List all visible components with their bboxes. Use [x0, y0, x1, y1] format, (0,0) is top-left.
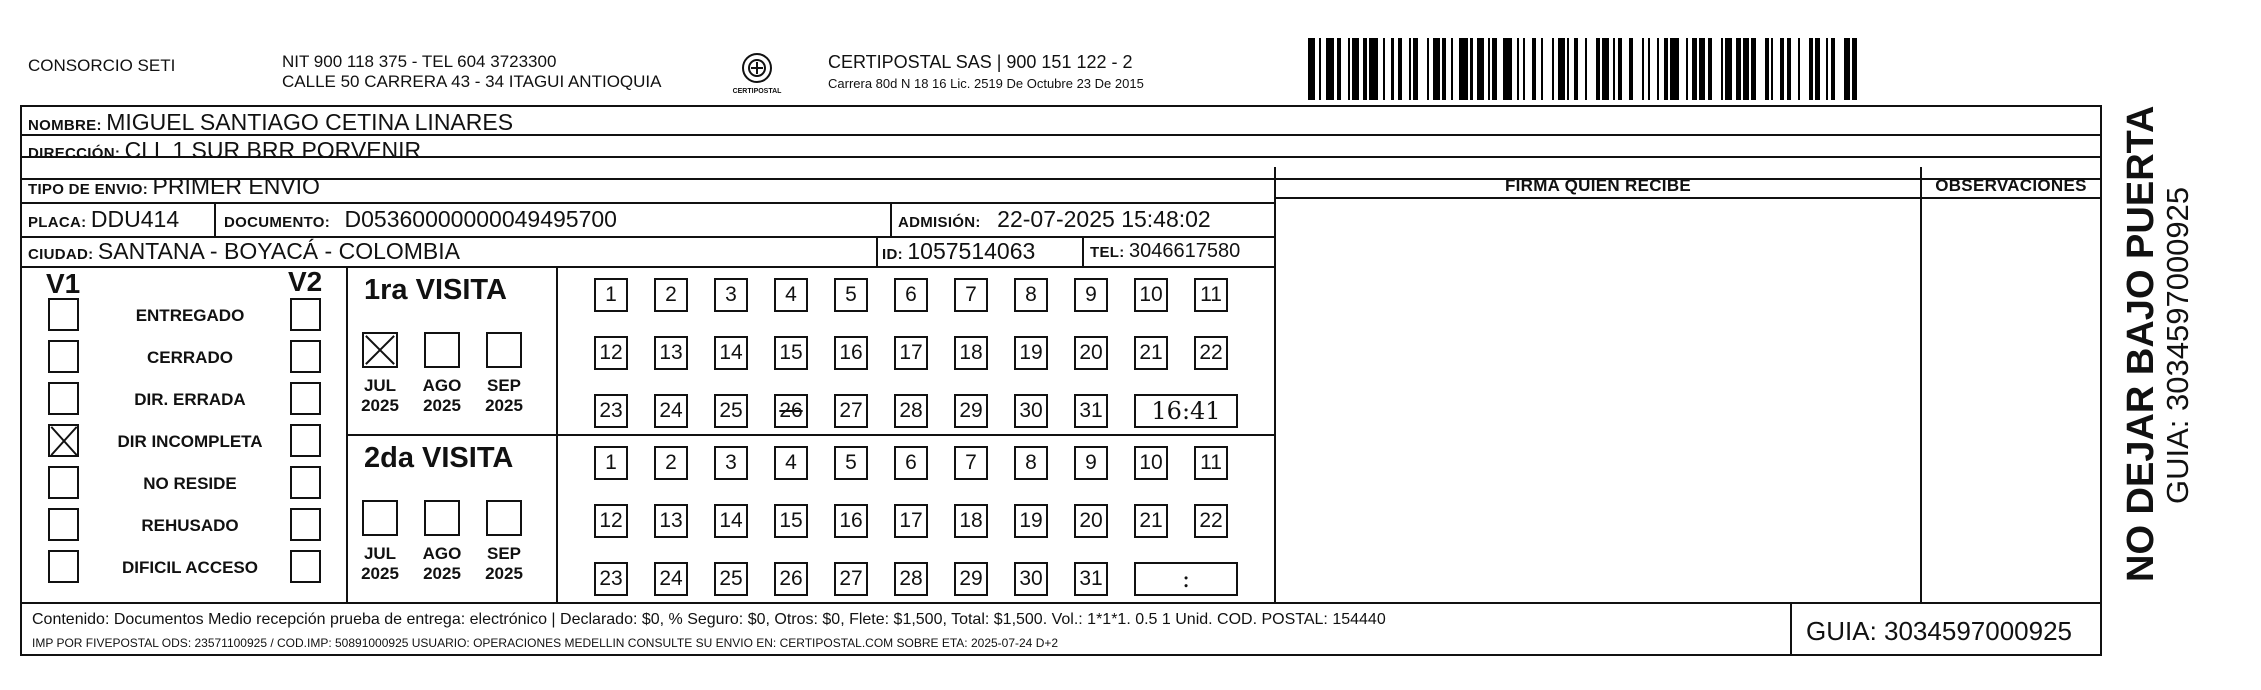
month-year: 2025: [485, 396, 523, 415]
month-name: JUL: [363, 544, 397, 563]
v1-checkbox[interactable]: [48, 424, 79, 457]
v1-checkbox[interactable]: [48, 466, 79, 499]
day-box[interactable]: 6: [894, 278, 928, 312]
status-option-label: DIFICIL ACCESO: [121, 558, 258, 577]
visit-title: 2da VISITA: [364, 442, 514, 474]
day-box[interactable]: 19: [1014, 504, 1048, 538]
day-box[interactable]: 2: [654, 278, 688, 312]
day-box[interactable]: 3: [714, 278, 748, 312]
status-option-label: NO RESIDE: [143, 474, 237, 493]
month-label: [479, 376, 529, 416]
day-box[interactable]: 23: [594, 562, 628, 596]
status-option-label: ENTREGADO: [135, 306, 245, 325]
v1-checkbox[interactable]: [48, 550, 79, 583]
day-box[interactable]: 10: [1134, 446, 1168, 480]
day-box[interactable]: 29: [954, 562, 988, 596]
status-option-label: CERRADO: [147, 348, 233, 367]
placa-value: DDU414: [90, 206, 180, 232]
day-box[interactable]: 15: [774, 336, 808, 370]
month-label: [355, 544, 405, 584]
direccion-label: DIRECCIÓN:: [28, 145, 121, 162]
direccion-row: [28, 137, 421, 164]
observaciones-label: OBSERVACIONES: [1935, 176, 2087, 195]
day-box[interactable]: 12: [594, 336, 628, 370]
license-line: Carrera 80d N 18 16 Lic. 2519 De Octubre 23 De 2015: [828, 76, 1144, 91]
tipo-label: TIPO DE ENVIO:: [28, 181, 149, 198]
ciudad-label: CIUDAD:: [28, 246, 94, 263]
month-name: AGO: [422, 376, 462, 395]
day-box[interactable]: 22: [1194, 336, 1228, 370]
month-checkbox[interactable]: [486, 500, 522, 536]
month-name: SEP: [486, 376, 522, 395]
ciudad-value: SANTANA - BOYACÁ - COLOMBIA: [97, 238, 460, 264]
day-box[interactable]: 27: [834, 562, 868, 596]
day-box[interactable]: 25: [714, 562, 748, 596]
month-checkbox[interactable]: [362, 500, 398, 536]
day-box[interactable]: 15: [774, 504, 808, 538]
month-year: 2025: [361, 396, 399, 415]
tel-label: TEL:: [1090, 244, 1125, 261]
day-box[interactable]: 22: [1194, 504, 1228, 538]
placa-label: PLACA:: [28, 214, 87, 231]
day-box[interactable]: 4: [774, 278, 808, 312]
month-checkbox[interactable]: [424, 332, 460, 368]
day-box[interactable]: 14: [714, 336, 748, 370]
month-checkbox[interactable]: [362, 332, 398, 368]
v1-checkbox[interactable]: [48, 508, 79, 541]
imp-text: IMP POR FIVEPOSTAL ODS: 23571100925 / COD.IMP: 50891000925 USUARIO: OPERACIONES MEDELLIN CONSULTE SU ENVIO EN: CERTIPOSTAL.COM SOBRE ETA: 2025-07-24 D+2: [32, 636, 1059, 650]
month-name: AGO: [422, 544, 462, 563]
day-box[interactable]: 9: [1074, 446, 1108, 480]
month-label: [417, 376, 467, 416]
certipostal-logo-icon: [726, 48, 788, 100]
month-checkbox[interactable]: [486, 332, 522, 368]
day-box[interactable]: 1: [594, 278, 628, 312]
v1-checkbox[interactable]: [48, 382, 79, 415]
tel-value: 3046617580: [1128, 240, 1241, 262]
day-box[interactable]: 13: [654, 504, 688, 538]
month-label: [355, 376, 405, 416]
id-value: 1057514063: [907, 238, 1036, 264]
day-box[interactable]: 21: [1134, 504, 1168, 538]
day-box[interactable]: 30: [1014, 562, 1048, 596]
day-box[interactable]: 11: [1194, 446, 1228, 480]
v1-label: V1: [46, 268, 81, 299]
time-box[interactable]: :: [1134, 562, 1238, 596]
day-box[interactable]: 31: [1074, 394, 1108, 428]
day-box[interactable]: 30: [1014, 394, 1048, 428]
day-box[interactable]: 16: [834, 336, 868, 370]
day-box[interactable]: 26: [774, 394, 808, 428]
day-box[interactable]: 25: [714, 394, 748, 428]
day-box[interactable]: 5: [834, 278, 868, 312]
visit-title: 1ra VISITA: [364, 274, 507, 306]
admision-value: 22-07-2025 15:48:02: [997, 206, 1211, 232]
day-box[interactable]: 11: [1194, 278, 1228, 312]
observations-area[interactable]: [1922, 199, 2100, 602]
status-option-label: DIR. ERRADA: [134, 390, 246, 409]
company-name: CONSORCIO SETI: [28, 56, 176, 75]
admision-row: [898, 206, 1211, 233]
direccion-value: CLL 1 SUR BRR PORVENIR: [124, 137, 422, 163]
guia-footer: GUIA: 3034597000925: [1806, 616, 2072, 646]
day-box[interactable]: 31: [1074, 562, 1108, 596]
documento-label: DOCUMENTO:: [224, 214, 331, 231]
month-name: SEP: [486, 544, 522, 563]
nombre-value: MIGUEL SANTIAGO CETINA LINARES: [106, 109, 514, 135]
month-label: [417, 544, 467, 584]
day-box[interactable]: 19: [1014, 336, 1048, 370]
day-box[interactable]: 1: [594, 446, 628, 480]
v1-checkbox[interactable]: [48, 298, 79, 331]
day-box[interactable]: 2: [654, 446, 688, 480]
day-box[interactable]: 8: [1014, 446, 1048, 480]
day-box[interactable]: 20: [1074, 336, 1108, 370]
day-box[interactable]: 28: [894, 394, 928, 428]
day-box[interactable]: 18: [954, 336, 988, 370]
status-option-label: DIR INCOMPLETA: [117, 432, 263, 451]
nombre-label: NOMBRE:: [28, 117, 102, 134]
day-box[interactable]: 17: [894, 336, 928, 370]
day-box[interactable]: 9: [1074, 278, 1108, 312]
id-row: [882, 238, 1035, 265]
month-year: 2025: [361, 564, 399, 583]
signature-area[interactable]: [1276, 199, 1920, 602]
day-box[interactable]: 10: [1134, 278, 1168, 312]
month-year: 2025: [423, 396, 461, 415]
day-box[interactable]: 23: [594, 394, 628, 428]
documento-value: D05360000000049495700: [344, 206, 617, 232]
time-box[interactable]: 16:41: [1134, 394, 1238, 428]
firma-label: FIRMA QUIEN RECIBE: [1504, 176, 1692, 195]
day-box[interactable]: 7: [954, 446, 988, 480]
tipo-row: [28, 173, 320, 200]
month-year: 2025: [485, 564, 523, 583]
certipostal-line: CERTIPOSTAL SAS | 900 151 122 - 2: [828, 52, 1133, 72]
side-warning: NO DEJAR BAJO PUERTA: [2120, 105, 2162, 582]
day-box[interactable]: 4: [774, 446, 808, 480]
tel-row: [1090, 240, 1240, 263]
month-year: 2025: [423, 564, 461, 583]
day-box[interactable]: 13: [654, 336, 688, 370]
day-box[interactable]: 3: [714, 446, 748, 480]
v1-checkbox[interactable]: [48, 340, 79, 373]
documento-row: [224, 206, 617, 233]
day-box[interactable]: 14: [714, 504, 748, 538]
status-option-label: REHUSADO: [141, 516, 239, 535]
side-guia: GUIA: 3034597000925: [2160, 186, 2195, 504]
day-box[interactable]: 5: [834, 446, 868, 480]
day-box[interactable]: 26: [774, 562, 808, 596]
day-box[interactable]: 24: [654, 394, 688, 428]
day-box[interactable]: 17: [894, 504, 928, 538]
contenido-text: Contenido: Documentos Medio recepción prueba de entrega: electrónico | Declarado: $0, % Seguro: $0, Otros: $0, Flete: $1,500, Total: $1,500. Vol.: 1*1*1. 0.5 1 Unid. COD. POSTAL: 154440: [32, 611, 1386, 628]
day-box[interactable]: 28: [894, 562, 928, 596]
day-box[interactable]: 12: [594, 504, 628, 538]
day-box[interactable]: 27: [834, 394, 868, 428]
day-box[interactable]: 21: [1134, 336, 1168, 370]
day-box[interactable]: 16: [834, 504, 868, 538]
day-box[interactable]: 20: [1074, 504, 1108, 538]
month-checkbox[interactable]: [424, 500, 460, 536]
logo-caption: CERTIPOSTAL: [732, 88, 782, 95]
day-box[interactable]: 24: [654, 562, 688, 596]
day-box[interactable]: 29: [954, 394, 988, 428]
barcode: [1308, 38, 1994, 100]
tipo-value: PRIMER ENVIO: [152, 173, 320, 199]
nit-line: NIT 900 118 375 - TEL 604 3723300: [282, 52, 557, 71]
v2-label: V2: [288, 266, 323, 297]
month-name: JUL: [363, 376, 397, 395]
nombre-row: [28, 109, 513, 136]
day-box[interactable]: 7: [954, 278, 988, 312]
placa-row: [28, 206, 179, 233]
ciudad-row: [28, 238, 460, 265]
day-box[interactable]: 8: [1014, 278, 1048, 312]
id-label: ID:: [882, 246, 903, 263]
admision-label: ADMISIÓN:: [898, 214, 981, 231]
day-box[interactable]: 18: [954, 504, 988, 538]
month-label: [479, 544, 529, 584]
address-line: CALLE 50 CARRERA 43 - 34 ITAGUI ANTIOQUIA: [282, 72, 662, 91]
day-box[interactable]: 6: [894, 446, 928, 480]
